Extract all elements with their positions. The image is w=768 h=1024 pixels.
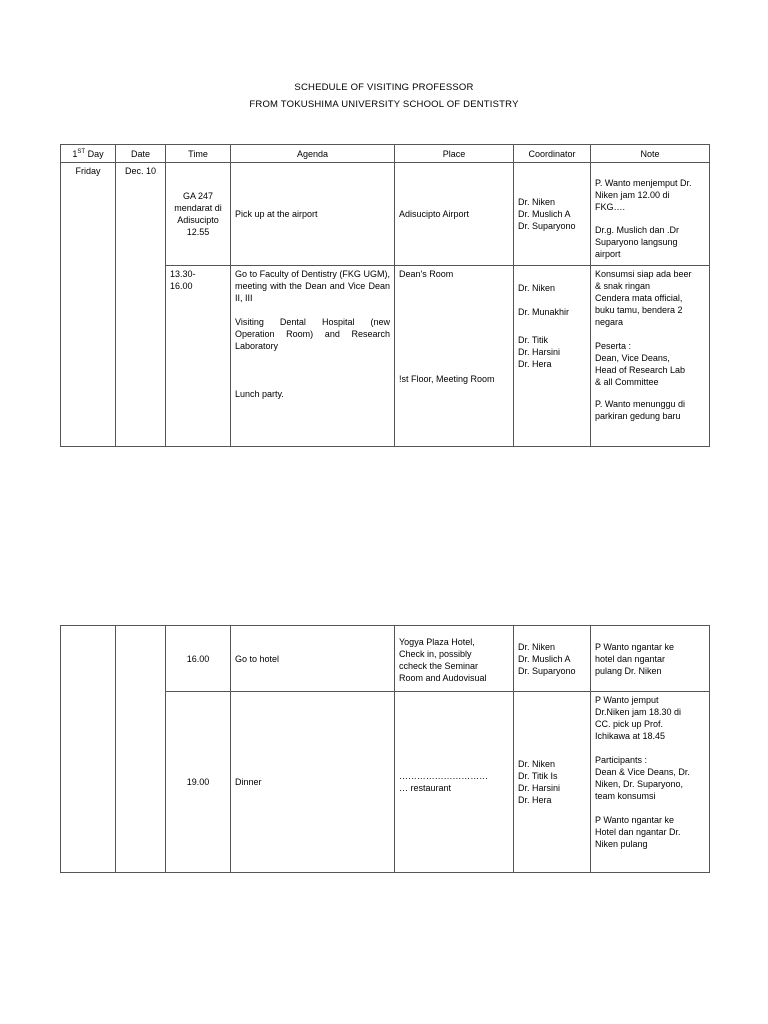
coordinator-cell: Dr. Niken Dr. Muslich A Dr. Suparyono xyxy=(514,163,591,266)
day-cell xyxy=(61,626,116,873)
note-cell: Konsumsi siap ada beer & snak ringan Cendera mata official, buku tamu, bendera 2 negara Peserta : Dean, Vice Deans, Head of Research Lab & all Committee P. Wanto menunggu di parkiran gedung baru xyxy=(591,266,710,447)
header-date: Date xyxy=(116,145,166,163)
time-cell: GA 247 mendarat di Adisucipto 12.55 xyxy=(166,163,231,266)
header-time: Time xyxy=(166,145,231,163)
agenda-cell: Go to Faculty of Dentistry (FKG UGM), meeting with the Dean and Vice Dean II, III Visiting Dental Hospital (new Operation Room) and Research Laboratory Lunch party. xyxy=(231,266,395,447)
agenda-cell: Go to hotel xyxy=(231,626,395,692)
document-title-line-2: FROM TOKUSHIMA UNIVERSITY SCHOOL OF DENTISTRY xyxy=(249,99,519,110)
date-cell xyxy=(116,626,166,873)
table-row xyxy=(61,626,710,692)
agenda-cell: Pick up at the airport xyxy=(231,163,395,266)
time-cell: 16.00 xyxy=(166,626,231,692)
place-cell: Dean's Room !st Floor, Meeting Room xyxy=(395,266,514,447)
time-cell: 19.00 xyxy=(166,692,231,873)
coordinator-cell: Dr. Niken Dr. Munakhir Dr. Titik Dr. Harsini Dr. Hera xyxy=(514,266,591,447)
note-cell: P Wanto jemput Dr.Niken jam 18.30 di CC. pick up Prof. Ichikawa at 18.45 Participants : Dean & Vice Deans, Dr. Niken, Dr. Suparyono, team konsumsi P Wanto ngantar ke Hotel dan ngantar Dr. Niken pulang xyxy=(591,692,710,873)
note-cell: P Wanto ngantar ke hotel dan ngantar pulang Dr. Niken xyxy=(591,626,710,692)
place-cell: ………………………… … restaurant xyxy=(395,692,514,873)
time-cell: 13.30- 16.00 xyxy=(166,266,231,447)
header-place: Place xyxy=(395,145,514,163)
header-note: Note xyxy=(591,145,710,163)
document-title-line-1: SCHEDULE OF VISITING PROFESSOR xyxy=(294,82,474,93)
place-cell: Adisucipto Airport xyxy=(395,163,514,266)
header-agenda: Agenda xyxy=(231,145,395,163)
header-coordinator: Coordinator xyxy=(514,145,591,163)
note-cell: P. Wanto menjemput Dr. Niken jam 12.00 di FKG…. Dr.g. Muslich dan .Dr Suparyono langsung airport xyxy=(591,163,710,266)
table-row xyxy=(61,163,710,266)
coordinator-cell: Dr. Niken Dr. Muslich A Dr. Suparyono xyxy=(514,626,591,692)
coordinator-cell: Dr. Niken Dr. Titik Is Dr. Harsini Dr. Hera xyxy=(514,692,591,873)
header-day: 1ST Day xyxy=(61,145,116,163)
day-cell: Friday xyxy=(61,163,116,447)
schedule-table-day1-continued xyxy=(60,625,710,873)
agenda-cell: Dinner xyxy=(231,692,395,873)
date-cell: Dec. 10 xyxy=(116,163,166,447)
schedule-table-day1 xyxy=(60,144,710,447)
place-cell: Yogya Plaza Hotel, Check in, possibly ccheck the Seminar Room and Audovisual xyxy=(395,626,514,692)
table-header-row xyxy=(61,145,710,163)
